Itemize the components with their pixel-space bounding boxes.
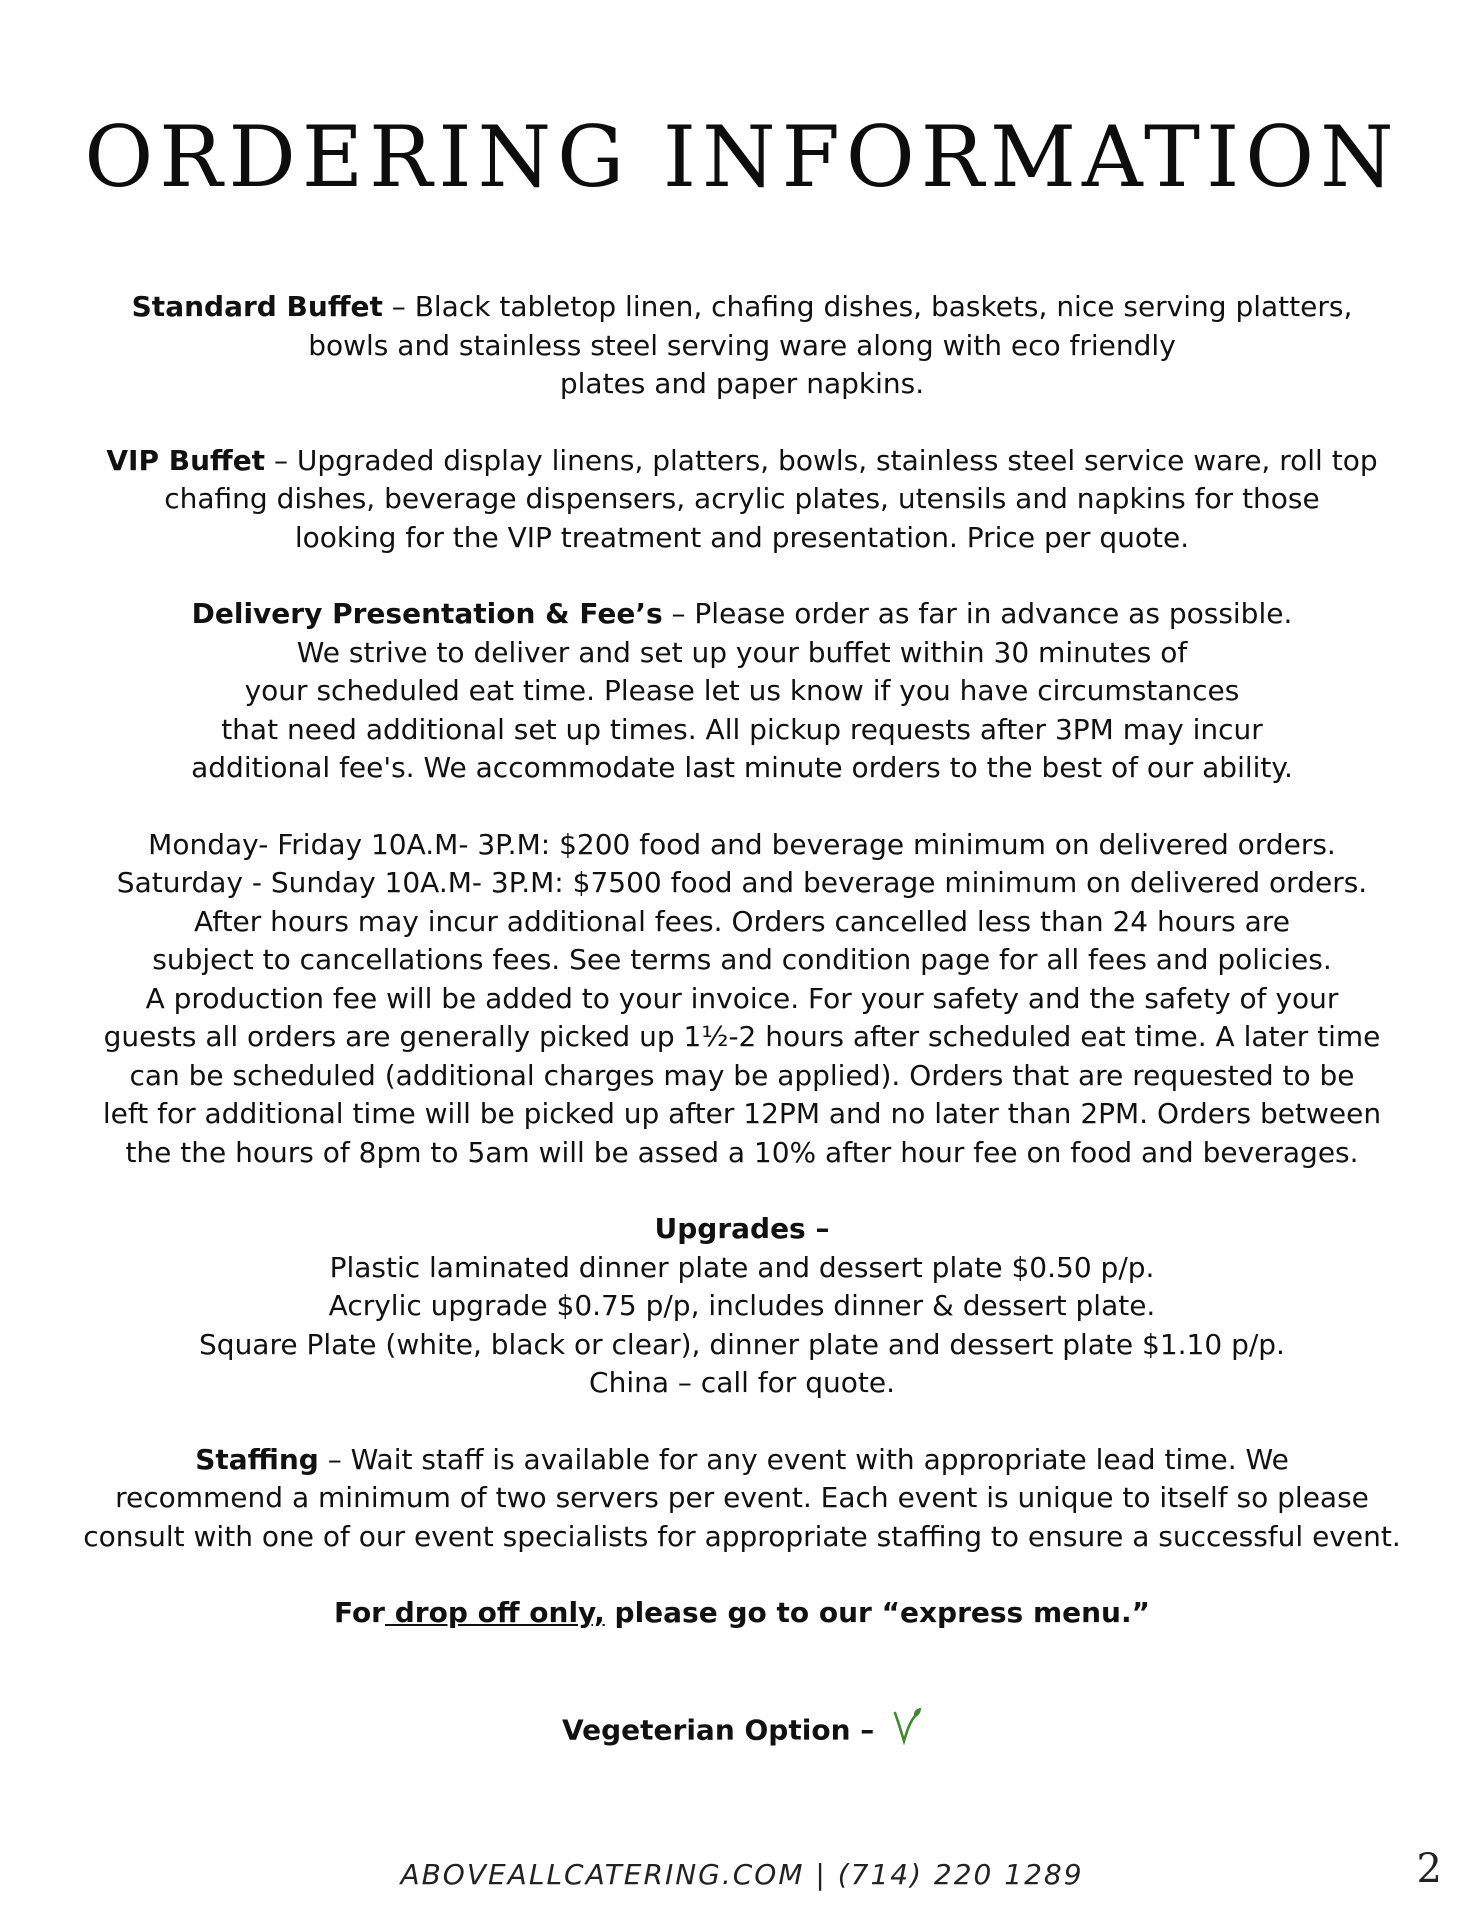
- express-suffix: please go to our “express menu.”: [604, 1596, 1151, 1629]
- staffing-line-2: recommend a minimum of two servers per event. Each event is unique to itself so please: [115, 1481, 1369, 1514]
- hours-line-8: left for additional time will be picked up after 12PM and no later than 2PM. Orders between: [102, 1097, 1382, 1130]
- upgrades-label: Upgrades –: [654, 1212, 830, 1245]
- leaf-v-icon: [892, 1707, 922, 1756]
- standard-buffet-label: Standard Buffet: [131, 290, 383, 323]
- staffing-section: [40, 1441, 1444, 1557]
- vip-buffet-line-2: chafing dishes, beverage dispensers, acrylic plates, utensils and napkins for those: [164, 482, 1320, 515]
- delivery-label: Delivery Presentation & Fee’s: [191, 597, 663, 630]
- express-prefix: For: [333, 1596, 385, 1629]
- vip-buffet-line-1: VIP Buffet – Upgraded display linens, platters, bowls, stainless steel service ware, roll top: [106, 443, 1378, 477]
- page-number: 2: [1416, 1846, 1442, 1892]
- upgrades-line-2: Acrylic upgrade $0.75 p/p, includes dinner & dessert plate.: [328, 1289, 1156, 1322]
- upgrades-line-3: Square Plate (white, black or clear), dinner plate and dessert plate $1.10 p/p.: [199, 1327, 1285, 1361]
- vegetarian-label: Vegeterian Option –: [561, 1712, 875, 1746]
- delivery-line-3: your scheduled eat time. Please let us know if you have circumstances: [244, 674, 1240, 707]
- standard-buffet-line-2: bowls and stainless steel serving ware along with eco friendly: [308, 328, 1176, 362]
- delivery-section: [40, 595, 1444, 788]
- express-menu-note: [40, 1594, 1444, 1633]
- upgrades-line-4: China – call for quote.: [589, 1366, 895, 1399]
- upgrades-line-1: Plastic laminated dinner plate and dessert plate $0.50 p/p.: [329, 1250, 1155, 1284]
- hours-section: [40, 826, 1444, 1173]
- upgrades-section: [40, 1210, 1444, 1403]
- standard-buffet-line-1: Standard Buffet – Black tabletop linen, chafing dishes, baskets, nice serving platters,: [131, 290, 1353, 323]
- vegetarian-option: [40, 1707, 1444, 1756]
- page-title: ORDERING INFORMATION: [84, 108, 1400, 206]
- hours-line-5: A production fee will be added to your invoice. For your safety and the safety of your: [145, 981, 1339, 1015]
- leaf-v-stroke: [895, 1713, 916, 1741]
- hours-line-2: Saturday - Sunday 10A.M- 3P.M: $7500 food and beverage minimum on delivered orders.: [116, 866, 1368, 899]
- vip-buffet-section: [40, 442, 1444, 558]
- hours-line-4: subject to cancellations fees. See terms and condition page for all fees and policies.: [152, 943, 1332, 976]
- footer-contact: ABOVEALLCATERING.COM | (714) 220 1289: [400, 1858, 1084, 1891]
- vip-buffet-line-3: looking for the VIP treatment and presentation. Price per quote.: [294, 520, 1190, 554]
- hours-line-7: can be scheduled (additional charges may be applied). Orders that are requested to be: [129, 1058, 1355, 1092]
- hours-line-3: After hours may incur additional fees. Orders cancelled less than 24 hours are: [194, 904, 1290, 938]
- staffing-line-3: consult with one of our event specialists for appropriate staffing to ensure a successful event.: [83, 1519, 1401, 1553]
- drop-off-only-link: drop off only,: [385, 1596, 605, 1629]
- delivery-line-4: that need additional set up times. All pickup requests after 3PM may incur: [221, 712, 1263, 746]
- hours-line-9: the the hours of 8pm to 5am will be assed a 10% after hour fee on food and beverages.: [125, 1135, 1359, 1169]
- delivery-line-2: We strive to deliver and set up your buffet within 30 minutes of: [296, 635, 1188, 669]
- standard-buffet-section: [40, 288, 1444, 404]
- staffing-label: Staffing: [195, 1442, 319, 1476]
- vip-buffet-label: VIP Buffet: [106, 443, 266, 477]
- standard-buffet-line-3: plates and paper napkins.: [559, 367, 925, 400]
- staffing-line-1: Staffing – Wait staff is available for any event with appropriate lead time. We: [195, 1442, 1289, 1476]
- hours-line-1: Monday- Friday 10A.M- 3P.M: $200 food and beverage minimum on delivered orders.: [148, 827, 1336, 861]
- content-body: [40, 288, 1444, 1755]
- hours-line-6: guests all orders are generally picked up 1½-2 hours after scheduled eat time. A later time: [103, 1020, 1381, 1053]
- delivery-line-5: additional fee's. We accommodate last minute orders to the best of our ability.: [191, 751, 1293, 784]
- delivery-line-1: Delivery Presentation & Fee’s – Please order as far in advance as possible.: [191, 597, 1293, 630]
- leaf-v-leaf: [914, 1708, 921, 1717]
